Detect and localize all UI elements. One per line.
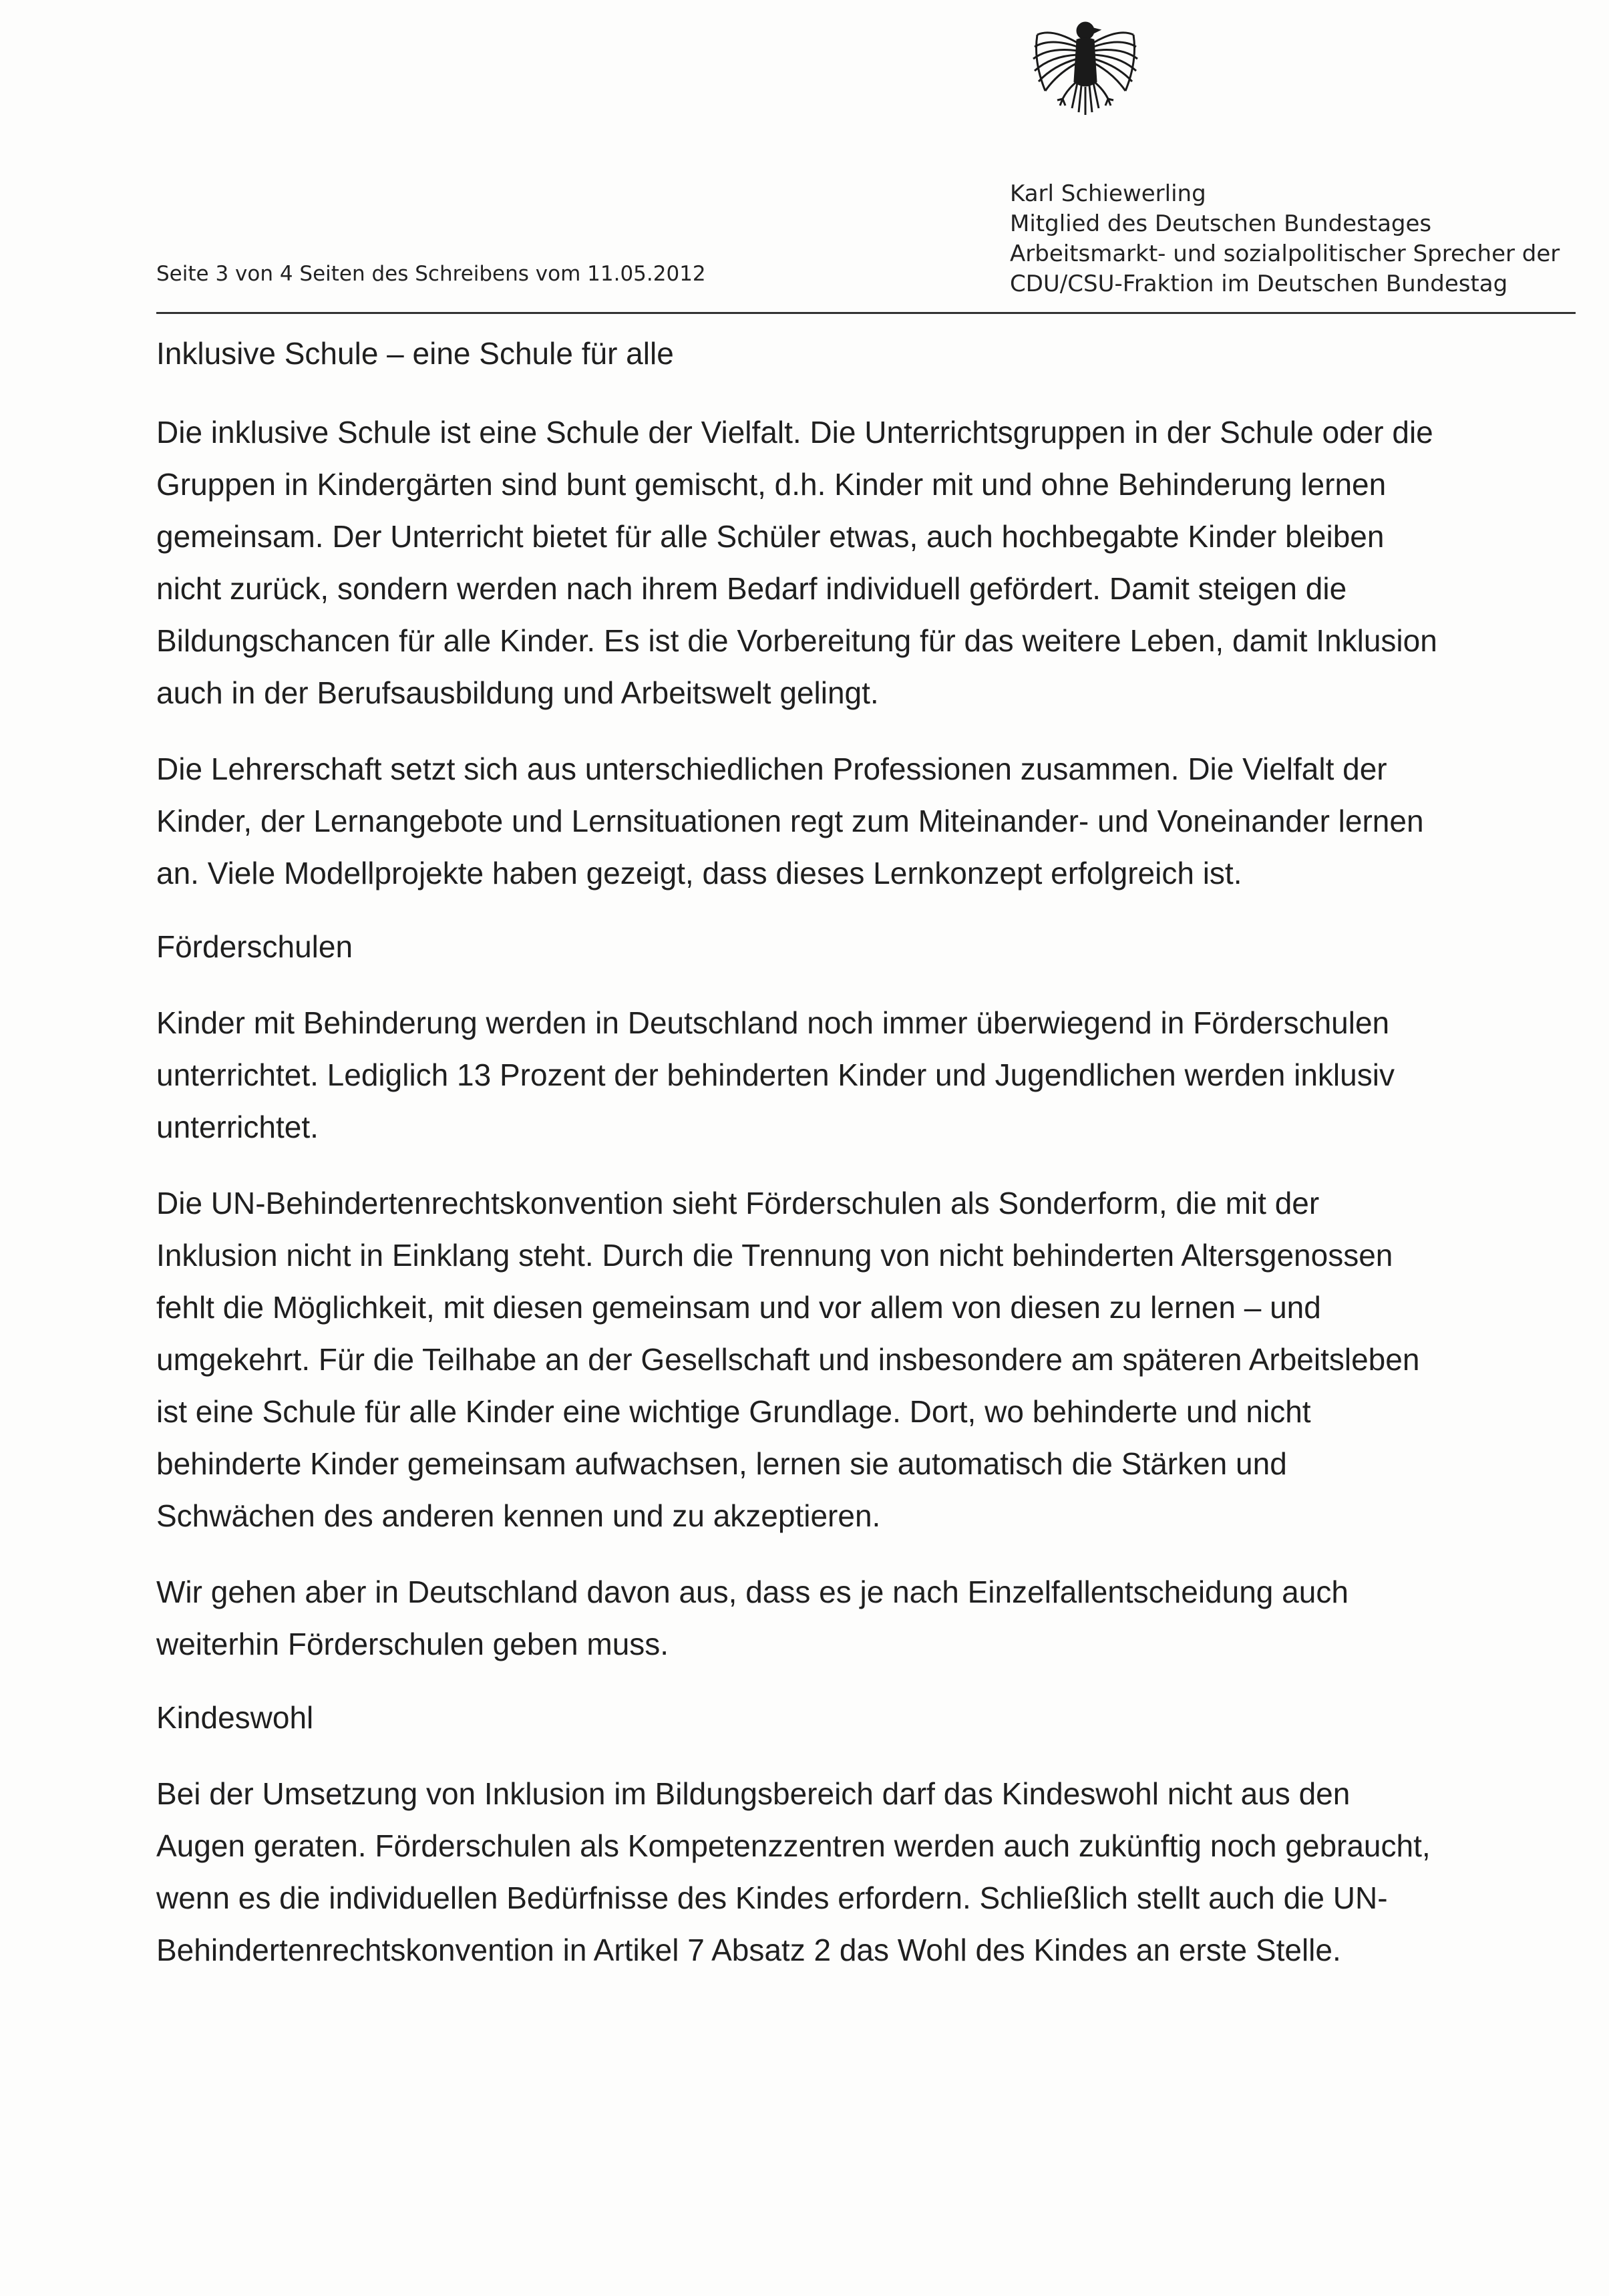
sender-name: Karl Schiewerling xyxy=(1010,180,1206,207)
section-heading: Förderschulen xyxy=(156,929,353,964)
sender-block xyxy=(1010,179,1560,299)
page-info: Seite 3 von 4 Seiten des Schreibens vom 11.05.2012 xyxy=(156,262,706,286)
letter-body xyxy=(156,327,1445,1976)
paragraph: Kinder mit Behinderung werden in Deutschland noch immer überwiegend in Förderschulen unterrichtet. Lediglich 13 Prozent der behinderten Kinder und Jugendlichen werden inklusiv unterrichtet. xyxy=(156,1005,1395,1144)
paragraph: Bei der Umsetzung von Inklusion im Bildungsbereich darf das Kindeswohl nicht aus den Augen geraten. Förderschulen als Kompetenzzentren werden auch zukünftig noch gebraucht, wenn es die individuellen Bedürfnisse des Kindes erfordern. Schließlich stellt auch die UN-Behindertenrechtskonvention in Artikel 7 Absatz 2 das Wohl des Kindes an erste Stelle. xyxy=(156,1776,1431,1967)
paragraph: Die UN-Behindertenrechtskonvention sieht Förderschulen als Sonderform, die mit der Inklusion nicht in Einklang steht. Durch die Trennung von nicht behinderten Altersgenossen fehlt die Möglichkeit, mit diesen gemeinsam und vor allem von diesen zu lernen – und umgekehrt. Für die Teilhabe an der Gesellschaft und insbesondere am späteren Arbeitsleben ist eine Schule für alle Kinder eine wichtige Grundlage. Dort, wo behinderte und nicht behinderte Kinder gemeinsam aufwachsen, lernen sie automatisch die Stärken und Schwächen des anderen kennen und zu akzeptieren. xyxy=(156,1186,1420,1533)
paragraph: Die inklusive Schule ist eine Schule der Vielfalt. Die Unterrichtsgruppen in der Schule oder die Gruppen in Kindergärten sind bunt gemischt, d.h. Kinder mit und ohne Behinderung lernen gemeinsam. Der Unterricht bietet für alle Schüler etwas, auch hochbegabte Kinder bleiben nicht zurück, sondern werden nach ihrem Bedarf individuell gefördert. Damit steigen die Bildungschancen für alle Kinder. Es ist die Vorbereitung für das weitere Leben, damit Inklusion auch in der Berufsausbildung und Arbeitswelt gelingt. xyxy=(156,415,1437,710)
header-divider xyxy=(156,312,1576,314)
sender-faction: CDU/CSU-Fraktion im Deutschen Bundestag xyxy=(1010,271,1508,297)
section-heading: Kindeswohl xyxy=(156,1700,314,1735)
paragraph: Die Lehrerschaft setzt sich aus unterschiedlichen Professionen zusammen. Die Vielfalt der Kinder, der Lernangebote und Lernsituationen regt zum Miteinander- und Voneinander lernen an. Viele Modellprojekte haben gezeigt, dass dieses Lernkonzept erfolgreich ist. xyxy=(156,752,1424,890)
sender-title: Mitglied des Deutschen Bundestages xyxy=(1010,210,1432,237)
section-title: Inklusive Schule – eine Schule für alle xyxy=(156,336,674,371)
paragraph: Wir gehen aber in Deutschland davon aus, dass es je nach Einzelfallentscheidung auch weiterhin Förderschulen geben muss. xyxy=(156,1575,1349,1661)
federal-eagle-icon xyxy=(1025,8,1145,128)
sender-role: Arbeitsmarkt- und sozialpolitischer Sprecher der xyxy=(1010,240,1560,267)
